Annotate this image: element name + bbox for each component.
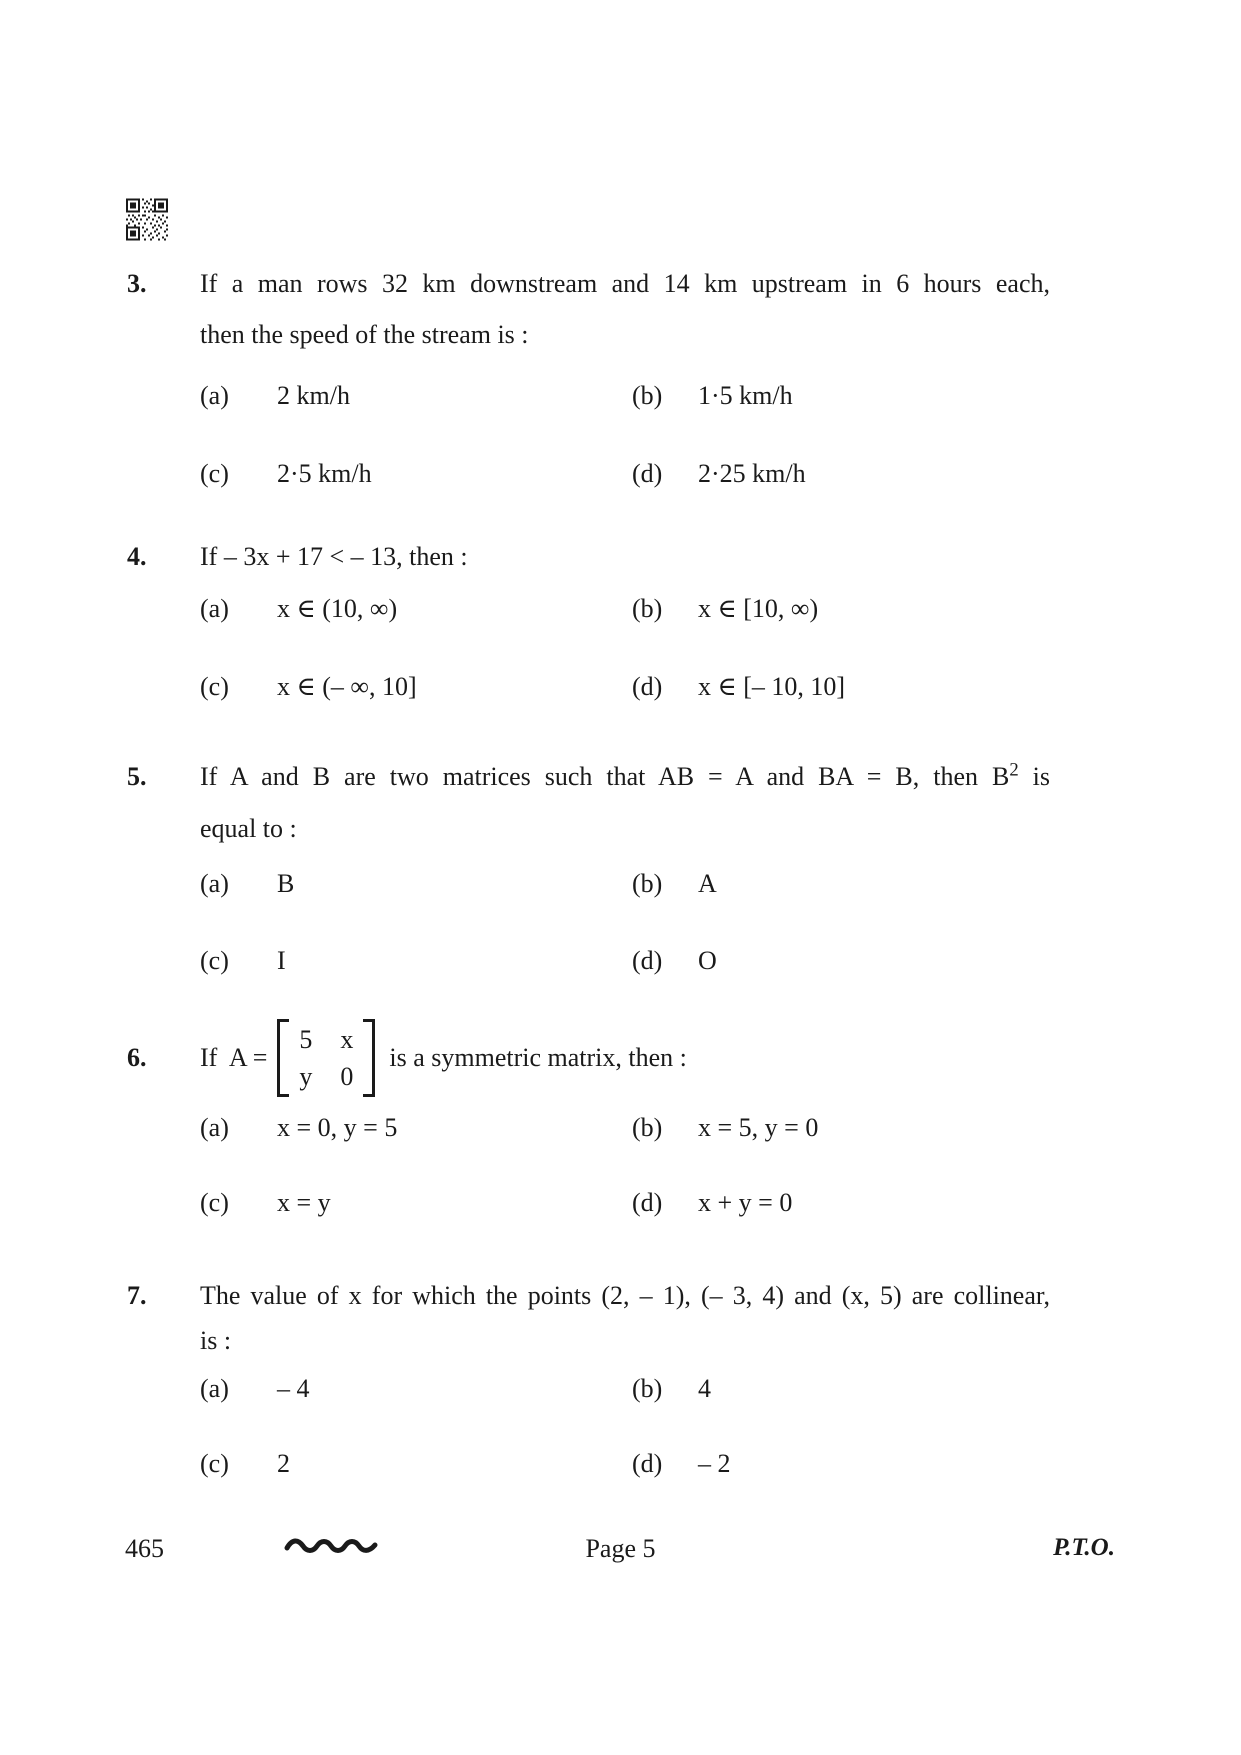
superscript: 2: [1009, 759, 1019, 781]
question-line: [200, 761, 1050, 792]
options-row: [0, 1373, 1241, 1407]
pto-label: P.T.O.: [1053, 1534, 1115, 1561]
options-row: [0, 1448, 1241, 1482]
option-label: (d): [632, 946, 663, 975]
question-number: 7.: [127, 1281, 147, 1310]
option-value: x ∈ [– 10, 10]: [698, 672, 846, 701]
matrix-left-bracket: [277, 1019, 289, 1097]
question-line-with-matrix: [127, 1016, 687, 1100]
option-value: – 4: [277, 1374, 310, 1403]
option-value: O: [698, 946, 717, 975]
option-label: (a): [200, 869, 229, 898]
question-line: then the speed of the stream is :: [200, 320, 529, 349]
option-value: 2·5 km/h: [277, 459, 372, 488]
option-value: x = 5, y = 0: [698, 1113, 819, 1142]
option-value: 2·25 km/h: [698, 459, 806, 488]
option-value: – 2: [698, 1449, 731, 1478]
page-number: Page 5: [585, 1534, 656, 1563]
option-value: 2 km/h: [277, 381, 350, 410]
question-text: If A =: [200, 1043, 268, 1073]
option-value: 4: [698, 1374, 711, 1403]
question-number: 6.: [127, 1043, 147, 1073]
option-value: x = 0, y = 5: [277, 1113, 398, 1142]
option-value: 1·5 km/h: [698, 381, 793, 410]
matrix-cell: y: [299, 1061, 313, 1091]
option-label: (a): [200, 1113, 229, 1142]
matrix-right-bracket: [363, 1019, 375, 1097]
option-value: x ∈ (10, ∞): [277, 594, 398, 623]
option-value: x ∈ [10, ∞): [698, 594, 819, 623]
option-value: x = y: [277, 1188, 331, 1217]
option-label: (c): [200, 672, 229, 701]
option-label: (b): [632, 869, 663, 898]
matrix: [277, 1019, 375, 1097]
option-label: (b): [632, 1113, 663, 1142]
option-value: 2: [277, 1449, 290, 1478]
question-line: equal to :: [200, 814, 297, 843]
option-value: I: [277, 946, 286, 975]
matrix-cell: 5: [299, 1025, 313, 1054]
option-label: (c): [200, 946, 229, 975]
option-value: x ∈ (– ∞, 10]: [277, 672, 417, 701]
option-label: (d): [632, 1449, 663, 1478]
qr-code: [126, 197, 168, 242]
options-row: [0, 1112, 1241, 1146]
option-label: (d): [632, 672, 663, 701]
option-label: (a): [200, 594, 229, 623]
options-row: [0, 380, 1241, 414]
question-text: is a symmetric matrix, then :: [389, 1043, 687, 1073]
question-number: 3.: [127, 269, 147, 298]
question-line: is :: [200, 1326, 232, 1355]
question-number: 5.: [127, 762, 147, 791]
option-label: (a): [200, 381, 229, 410]
option-label: (b): [632, 381, 663, 410]
question-line: The value of x for which the points (2, – 1), (– 3, 4) and (x, 5) are collinear,: [200, 1281, 1050, 1310]
option-label: (d): [632, 1188, 663, 1217]
question-text: is: [1018, 762, 1050, 791]
option-value: x + y = 0: [698, 1188, 793, 1217]
options-row: [0, 945, 1241, 979]
booklet-code: 465: [125, 1534, 164, 1563]
option-value: B: [277, 869, 295, 898]
matrix-entries: [289, 1019, 363, 1097]
options-row: [0, 593, 1241, 627]
options-row: [0, 868, 1241, 902]
options-row: [0, 458, 1241, 492]
option-label: (c): [200, 1188, 229, 1217]
option-value: A: [698, 869, 717, 898]
option-label: (b): [632, 1374, 663, 1403]
matrix-cell: 0: [340, 1061, 354, 1091]
option-label: (d): [632, 459, 663, 488]
option-label: (b): [632, 594, 663, 623]
option-label: (c): [200, 459, 229, 488]
matrix-cell: x: [340, 1025, 354, 1054]
options-row: [0, 1187, 1241, 1221]
question-text: If A and B are two matrices such that AB = A and BA = B, then B: [200, 762, 1010, 791]
question-number: 4.: [127, 542, 147, 571]
options-row: [0, 671, 1241, 705]
question-line: If – 3x + 17 < – 13, then :: [200, 542, 468, 571]
option-label: (c): [200, 1449, 229, 1478]
question-line: If a man rows 32 km downstream and 14 km upstream in 6 hours each,: [200, 269, 1050, 298]
option-label: (a): [200, 1374, 229, 1403]
